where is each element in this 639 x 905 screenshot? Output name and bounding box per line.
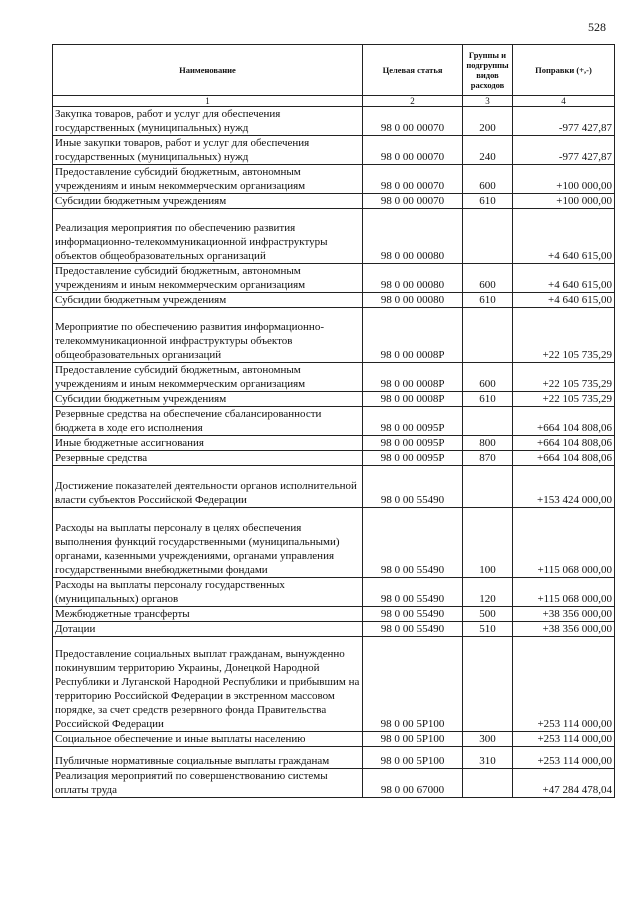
row-amount: +22 105 735,29 [513,308,615,363]
row-amount: +38 356 000,00 [513,622,615,637]
row-amount: +100 000,00 [513,194,615,209]
row-target-code: 98 0 00 55490 [363,578,463,607]
row-group: 240 [463,136,513,165]
table-row [53,392,615,407]
column-number: 1 [53,96,363,107]
row-name: Межбюджетные трансферты [53,607,363,622]
row-name: Иные закупки товаров, работ и услуг для обеспечения государственных (муниципальных) нужд [53,136,363,165]
row-target-code: 98 0 00 0095Р [363,407,463,436]
row-target-code: 98 0 00 0008Р [363,392,463,407]
row-target-code: 98 0 00 0095Р [363,451,463,466]
budget-amendments-table [52,44,615,798]
row-target-code: 98 0 00 0008Р [363,363,463,392]
page-number: 528 [588,20,606,34]
column-number: 3 [463,96,513,107]
row-group [463,308,513,363]
table-row [53,769,615,798]
column-number: 4 [513,96,615,107]
row-target-code: 98 0 00 55490 [363,622,463,637]
row-name: Достижение показателей деятельности органов исполнительной власти субъектов Российской Федерации [53,466,363,508]
row-target-code: 98 0 00 00080 [363,293,463,308]
row-group: 600 [463,165,513,194]
row-target-code: 98 0 00 00070 [363,136,463,165]
row-group: 300 [463,732,513,747]
row-name: Расходы на выплаты персоналу в целях обеспечения выполнения функций государственными (муниципальными) органами, казенными учреждениями, органами управления государственными внебюджетными фондами [53,508,363,578]
row-name: Закупка товаров, работ и услуг для обеспечения государственных (муниципальных) нужд [53,107,363,136]
row-name: Расходы на выплаты персоналу государственных (муниципальных) органов [53,578,363,607]
row-group: 610 [463,293,513,308]
table-row [53,136,615,165]
row-amount: +47 284 478,04 [513,769,615,798]
column-number-row [53,96,615,107]
row-amount: -977 427,87 [513,107,615,136]
row-name: Предоставление субсидий бюджетным, автономным учреждениям и иным некоммерческим организациям [53,165,363,194]
row-amount: +253 114 000,00 [513,732,615,747]
table-row [53,747,615,769]
row-target-code: 98 0 00 55490 [363,508,463,578]
column-header-target: Целевая статья [363,45,463,96]
row-name: Резервные средства на обеспечение сбалансированности бюджета в ходе его исполнения [53,407,363,436]
row-amount: +664 104 808,06 [513,436,615,451]
table-header-row [53,45,615,96]
table-row [53,308,615,363]
column-header-amendments: Поправки (+,-) [513,45,615,96]
table-row [53,466,615,508]
row-group: 600 [463,264,513,293]
row-group: 800 [463,436,513,451]
row-group: 310 [463,747,513,769]
row-group: 610 [463,392,513,407]
table-row [53,451,615,466]
row-group: 510 [463,622,513,637]
row-name: Предоставление субсидий бюджетным, автономным учреждениям и иным некоммерческим организациям [53,363,363,392]
row-amount: +4 640 615,00 [513,209,615,264]
column-number: 2 [363,96,463,107]
table-row [53,732,615,747]
row-name: Субсидии бюджетным учреждениям [53,194,363,209]
row-target-code: 98 0 00 5Р100 [363,747,463,769]
row-amount: +22 105 735,29 [513,363,615,392]
row-name: Социальное обеспечение и иные выплаты населению [53,732,363,747]
row-group [463,637,513,732]
table-row [53,209,615,264]
table-row [53,107,615,136]
row-amount: +664 104 808,06 [513,407,615,436]
row-target-code: 98 0 00 00080 [363,264,463,293]
row-amount: +4 640 615,00 [513,264,615,293]
row-name: Мероприятие по обеспечению развития информационно-телекоммуникационной инфраструктуры объектов общеобразовательных организаций [53,308,363,363]
column-header-groups: Группы и подгруппы видов расходов [463,45,513,96]
row-target-code: 98 0 00 55490 [363,607,463,622]
row-amount: +664 104 808,06 [513,451,615,466]
table-row [53,578,615,607]
row-name: Предоставление субсидий бюджетным, автономным учреждениям и иным некоммерческим организациям [53,264,363,293]
row-amount: +4 640 615,00 [513,293,615,308]
table-row [53,637,615,732]
row-amount: +253 114 000,00 [513,747,615,769]
row-target-code: 98 0 00 67000 [363,769,463,798]
row-target-code: 98 0 00 00070 [363,107,463,136]
row-name: Предоставление социальных выплат гражданам, вынужденно покинувшим территорию Украины, Донецкой Народной Республики и Луганской Народной Республики и прибывшим на территорию Российской Федерации в экстренном массовом порядке, за счет средств резервного фонда Правительства Российской Федерации [53,637,363,732]
row-name: Иные бюджетные ассигнования [53,436,363,451]
table-row [53,607,615,622]
row-amount: +38 356 000,00 [513,607,615,622]
row-group: 120 [463,578,513,607]
row-group [463,407,513,436]
row-name: Публичные нормативные социальные выплаты гражданам [53,747,363,769]
table-row [53,264,615,293]
row-name: Субсидии бюджетным учреждениям [53,392,363,407]
row-amount: +100 000,00 [513,165,615,194]
row-name: Резервные средства [53,451,363,466]
table-row [53,363,615,392]
table-row [53,293,615,308]
table-row [53,165,615,194]
row-target-code: 98 0 00 5Р100 [363,732,463,747]
row-target-code: 98 0 00 55490 [363,466,463,508]
table-row [53,622,615,637]
row-group: 600 [463,363,513,392]
row-group [463,209,513,264]
row-target-code: 98 0 00 0095Р [363,436,463,451]
row-target-code: 98 0 00 5Р100 [363,637,463,732]
row-amount: +253 114 000,00 [513,637,615,732]
table-row [53,508,615,578]
row-target-code: 98 0 00 0008Р [363,308,463,363]
row-group [463,466,513,508]
row-target-code: 98 0 00 00070 [363,165,463,194]
row-name: Субсидии бюджетным учреждениям [53,293,363,308]
row-target-code: 98 0 00 00070 [363,194,463,209]
row-group: 500 [463,607,513,622]
row-group: 870 [463,451,513,466]
row-amount: +115 068 000,00 [513,578,615,607]
row-amount: +153 424 000,00 [513,466,615,508]
column-header-name: Наименование [53,45,363,96]
row-name: Реализация мероприятий по совершенствованию системы оплаты труда [53,769,363,798]
table-row [53,194,615,209]
row-name: Реализация мероприятия по обеспечению развития информационно-телекоммуникационной инфраструктуры объектов общеобразовательных организаций [53,209,363,264]
row-target-code: 98 0 00 00080 [363,209,463,264]
row-group [463,769,513,798]
row-amount: +115 068 000,00 [513,508,615,578]
row-group: 200 [463,107,513,136]
row-amount: -977 427,87 [513,136,615,165]
row-group: 610 [463,194,513,209]
row-amount: +22 105 735,29 [513,392,615,407]
row-name: Дотации [53,622,363,637]
table-row [53,436,615,451]
table-row [53,407,615,436]
row-group: 100 [463,508,513,578]
